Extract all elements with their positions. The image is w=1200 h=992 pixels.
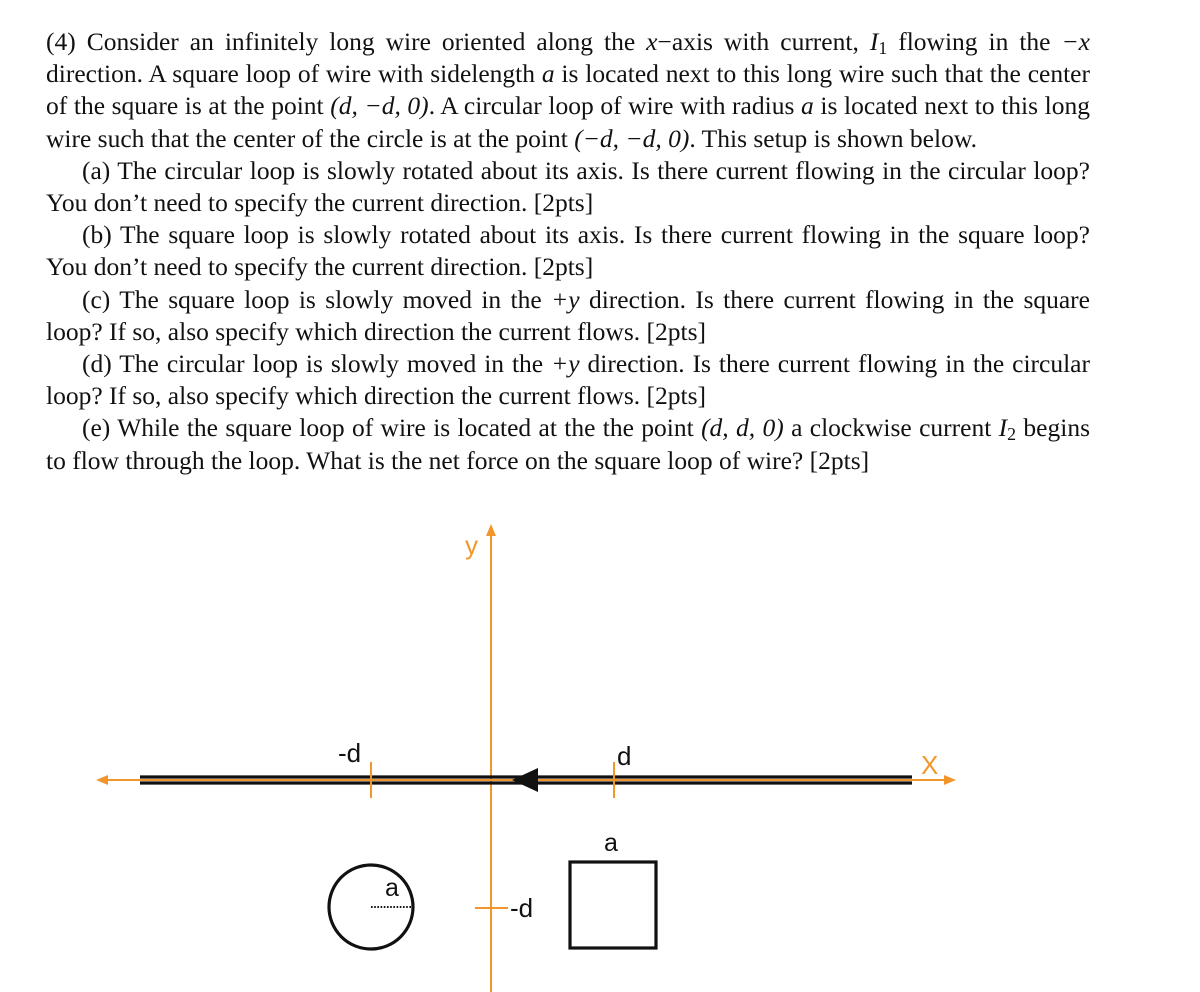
neg-d-y-label: -d — [510, 893, 534, 923]
neg-d-x-label: -d — [338, 738, 362, 768]
y-axis-arrowhead — [486, 524, 496, 536]
part-d: (d) The circular loop is slowly moved in the +y direction. Is there current flowing in the circular loop? If so, also specify which direction the current flows. [2pts] — [46, 349, 1090, 411]
x-axis-left-arrowhead — [96, 775, 108, 785]
x-axis-label: X — [921, 750, 939, 780]
square-loop — [570, 862, 656, 948]
setup-diagram — [0, 520, 1200, 992]
part-b: (b) The square loop is slowly rotated about its axis. Is there current flowing in the square loop? You don’t need to specify the current direction. [2pts] — [46, 220, 1090, 282]
x-axis-right-arrowhead — [944, 775, 956, 785]
part-c: (c) The square loop is slowly moved in the +y direction. Is there current flowing in the square loop? If so, also specify which direction the current flows. [2pts] — [46, 284, 1090, 346]
problem-text — [46, 26, 1090, 477]
part-e: (e) While the square loop of wire is located at the the point (d, d, 0) a clockwise current $I_2$ begins to flow through the loop. What is the net force on the square loop of wire? [2pts] — [46, 413, 1090, 475]
problem-intro: (4) Consider an infinitely long wire oriented along the x−axis with current, $I_1$ flowing in the −x direction. A square loop of wire with sidelength a is located next to this long wire such that the center of the square is at the point (d, −d, 0). A circular loop of wire with radius a is located next to this long wire such that the center of the circle is at the point (−d, −d, 0). This setup is shown below. — [46, 27, 1090, 153]
part-a: (a) The circular loop is slowly rotated about its axis. Is there current flowing in the circular loop? You don’t need to specify the current direction. [2pts] — [46, 155, 1090, 218]
y-axis-label: y — [465, 530, 478, 560]
current-direction-arrow — [512, 768, 538, 792]
square-side-label: a — [604, 829, 618, 857]
pos-d-x-label: d — [617, 741, 632, 771]
circle-radius-label: a — [385, 874, 399, 902]
